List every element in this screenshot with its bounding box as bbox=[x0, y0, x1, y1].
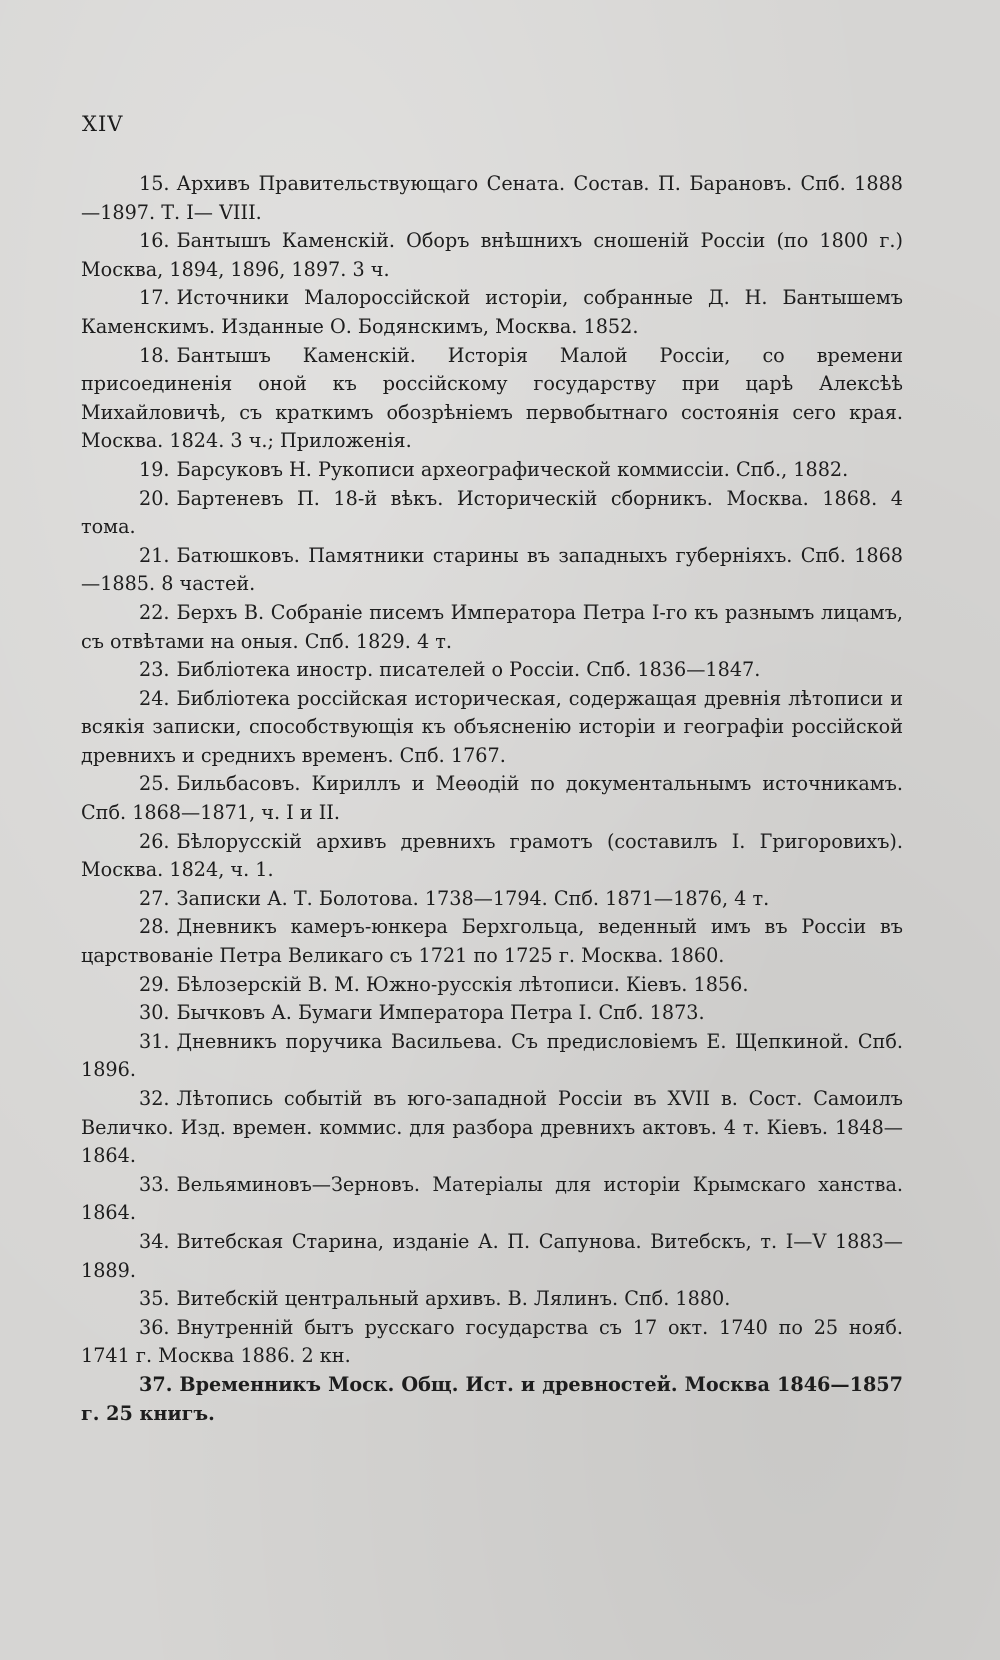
entry-text: Бантышъ Каменскій. Оборъ внѣшнихъ сношеній Россіи (по 1800 г.) Москва, 1894, 1896, 1897. 3 ч. bbox=[81, 229, 903, 281]
entry-text: Витебскій центральный архивъ. В. Лялинъ. Спб. 1880. bbox=[176, 1287, 731, 1311]
entry-text: Бѣлорусскій архивъ древнихъ грамотъ (составилъ I. Григоровихъ). Москва. 1824, ч. 1. bbox=[81, 829, 903, 882]
entry-number: 20. bbox=[139, 486, 170, 510]
bibliography-entry bbox=[81, 599, 903, 656]
bibliography-entry bbox=[81, 1228, 903, 1285]
entry-text: Батюшковъ. Памятники старины въ западныхъ губерніяхъ. Спб. 1868—1885. 8 частей. bbox=[81, 543, 903, 596]
bibliography-entry bbox=[81, 1085, 903, 1171]
bibliography-entry bbox=[81, 828, 903, 885]
entry-text: Бильбасовъ. Кириллъ и Меѳодій по документальнымъ источникамъ. Спб. 1868—1871, ч. I и II. bbox=[81, 772, 903, 825]
entry-text: Библіотека иностр. писателей о Россіи. Спб. 1836—1847. bbox=[176, 658, 761, 682]
entry-text: Бычковъ А. Бумаги Императора Петра I. Спб. 1873. bbox=[176, 1001, 705, 1025]
entry-number: 31. bbox=[139, 1029, 170, 1053]
entry-number: 18. bbox=[139, 343, 170, 367]
entry-number: 28. bbox=[139, 915, 170, 939]
entry-number: 37. bbox=[139, 1372, 173, 1396]
bibliography-entry bbox=[81, 1171, 903, 1228]
entry-text: Записки А. Т. Болотова. 1738—1794. Спб. 1871—1876, 4 т. bbox=[176, 886, 770, 910]
entry-number: 15. bbox=[139, 172, 170, 195]
entry-text: Библіотека россійская историческая, содержащая древнія лѣтописи и всякія записки, способствующія къ объясненію исторіи и географіи россійской древнихъ и среднихъ временъ. Спб. 1767. bbox=[81, 686, 903, 767]
entry-number: 25. bbox=[139, 772, 170, 796]
entry-number: 34. bbox=[139, 1229, 170, 1253]
entry-number: 24. bbox=[139, 686, 170, 710]
entry-text: Архивъ Правительствующаго Сената. Состав. П. Барановъ. Спб. 1888—1897. Т. I— VIII. bbox=[81, 172, 903, 224]
entry-text: Внутренній бытъ русскаго государства съ 17 окт. 1740 по 25 нояб. 1741 г. Москва 1886. 2 кн. bbox=[81, 1315, 903, 1368]
bibliography-entry bbox=[81, 685, 903, 771]
entry-number: 33. bbox=[139, 1172, 170, 1196]
entry-text: Дневникъ камеръ-юнкера Берхгольца, веденный имъ въ Россіи въ царствованіе Петра Великаго съ 1721 по 1725 г. Москва. 1860. bbox=[81, 915, 903, 968]
entry-number: 30. bbox=[139, 1001, 170, 1025]
entry-text: Источники Малороссійской исторіи, собранные Д. Н. Бантышемъ Каменскимъ. Изданные О. Бодянскимъ, Москва. 1852. bbox=[81, 286, 903, 338]
entry-number: 22. bbox=[139, 600, 170, 624]
entry-number: 23. bbox=[139, 658, 170, 682]
bibliography-entry bbox=[81, 456, 903, 485]
entry-text: Бѣлозерскій В. М. Южно-русскія лѣтописи. Кіевъ. 1856. bbox=[176, 972, 749, 996]
bibliography-entry bbox=[81, 656, 903, 685]
entry-number: 32. bbox=[139, 1087, 170, 1110]
entry-number: 19. bbox=[139, 457, 170, 481]
entry-number: 35. bbox=[139, 1287, 170, 1311]
entry-text: Берхъ В. Собраніе писемъ Императора Петра I-го къ разнымъ лицамъ, съ отвѣтами на оныя. Спб. 1829. 4 т. bbox=[81, 600, 903, 653]
bibliography-entry bbox=[81, 885, 903, 914]
bibliography-entry bbox=[81, 999, 903, 1028]
bibliography-entry bbox=[81, 284, 903, 341]
entry-text: Дневникъ поручика Васильева. Съ предисловіемъ Е. Щепкиной. Спб. 1896. bbox=[81, 1029, 903, 1082]
bibliography-entry bbox=[81, 342, 903, 456]
entry-text: Витебская Старина, изданіе А. П. Сапунова. Витебскъ, т. I—V 1883—1889. bbox=[81, 1229, 903, 1282]
entry-text: Вельяминовъ—Зерновъ. Матеріалы для исторіи Крымскаго ханства. 1864. bbox=[81, 1172, 903, 1225]
entry-text: Временникъ Моск. Общ. Ист. и древностей. Москва 1846—1857 г. 25 книгъ. bbox=[81, 1372, 903, 1425]
bibliography-entry bbox=[81, 1314, 903, 1371]
bibliography-entry bbox=[81, 1285, 903, 1314]
entry-number: 36. bbox=[139, 1315, 170, 1339]
bibliography-entry bbox=[81, 971, 903, 1000]
entry-text: Лѣтопись событій въ юго-западной Россіи въ XVII в. Сост. Самоилъ Величко. Изд. времен. коммис. для разбора древнихъ актовъ. 4 т. Кіевъ. 1848—1864. bbox=[81, 1087, 903, 1168]
bibliography-entry bbox=[81, 485, 903, 542]
bibliography-entry bbox=[81, 1028, 903, 1085]
bibliography-entry bbox=[81, 542, 903, 599]
entry-number: 26. bbox=[139, 829, 170, 853]
entry-text: Барсуковъ Н. Рукописи археографической коммиссіи. Спб., 1882. bbox=[176, 457, 849, 481]
page-number: XIV bbox=[82, 112, 124, 136]
bibliography-list bbox=[81, 170, 903, 1428]
bibliography-entry bbox=[81, 170, 903, 227]
entry-number: 17. bbox=[139, 286, 170, 310]
entry-text: Бартеневъ П. 18-й вѣкъ. Историческій сборникъ. Москва. 1868. 4 тома. bbox=[81, 486, 903, 539]
bibliography-entry bbox=[81, 1371, 903, 1428]
bibliography-entry bbox=[81, 770, 903, 827]
bibliography-entry bbox=[81, 913, 903, 970]
entry-text: Бантышъ Каменскій. Исторія Малой Россіи, со времени присоединенія оной къ россійскому государству при царѣ Алексѣѣ Михайловичѣ, съ краткимъ обозрѣніемъ первобытнаго состоянія сего края. Москва. 1824. 3 ч.; Приложенія. bbox=[81, 343, 903, 453]
entry-number: 27. bbox=[139, 886, 170, 910]
bibliography-entry bbox=[81, 227, 903, 284]
entry-number: 21. bbox=[139, 543, 170, 567]
entry-number: 29. bbox=[139, 972, 170, 996]
entry-number: 16. bbox=[139, 229, 170, 253]
